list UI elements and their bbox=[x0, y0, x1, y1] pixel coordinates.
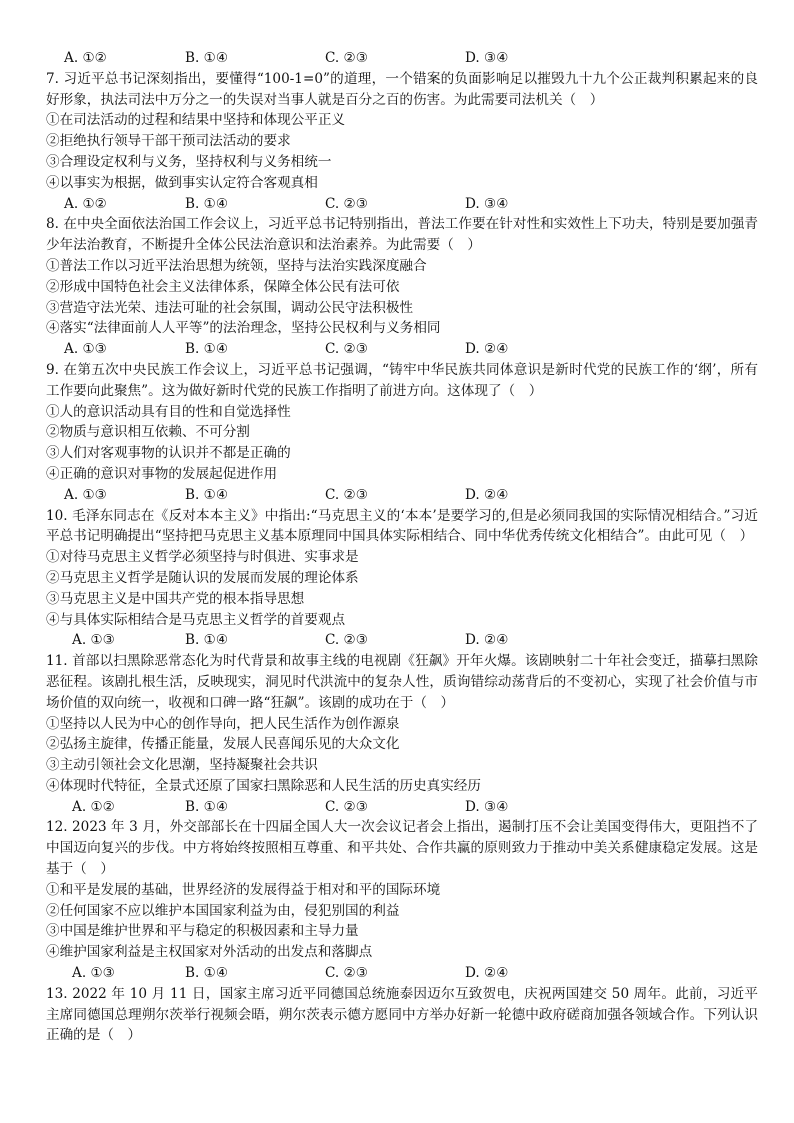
answer-options bbox=[46, 194, 758, 215]
option-c[interactable]: C. ②③ bbox=[325, 486, 368, 503]
option-c[interactable]: C. ②③ bbox=[325, 798, 368, 815]
option-a[interactable]: A. ①③ bbox=[64, 486, 107, 503]
question-stem: 12. 2023 年 3 月，外交部部长在十四届全国人大一次会议记者会上指出，遏制打压不会让美国变得伟大，更阻挡不了中国迈向复兴的步伐。中方将始终按照相互尊重、和平共处、合作共赢的原则致力于推动中美关系健康稳定发展。这是基于（ ） bbox=[46, 819, 758, 878]
statement-2: ②马克思主义哲学是随认识的发展而发展的理论体系 bbox=[46, 569, 359, 586]
question-11 bbox=[46, 651, 758, 817]
statement-3: ③合理设定权利与义务，坚持权利与义务相统一 bbox=[46, 153, 332, 170]
option-b[interactable]: B. ①④ bbox=[185, 965, 229, 982]
statement-1: ①坚持以人民为中心的创作导向，把人民生活作为创作源泉 bbox=[46, 715, 400, 732]
answer-options bbox=[46, 630, 758, 651]
option-d[interactable]: D. ②④ bbox=[465, 341, 509, 358]
statement-2: ②物质与意识相互依赖、不可分割 bbox=[46, 424, 250, 441]
option-b[interactable]: B. ①④ bbox=[185, 341, 229, 358]
question-8 bbox=[46, 214, 758, 360]
statement-4: ④以事实为根据，做到事实认定符合客观真相 bbox=[46, 174, 318, 191]
option-a[interactable]: A. ①② bbox=[72, 798, 115, 815]
statement-1: ①在司法活动的过程和结果中坚持和体现公平正义 bbox=[46, 112, 346, 129]
option-c[interactable]: C. ②③ bbox=[325, 965, 368, 982]
statement-2: ②拒绝执行领导干部干预司法活动的要求 bbox=[46, 133, 291, 150]
question-13 bbox=[46, 984, 758, 1046]
option-c[interactable]: C. ②③ bbox=[325, 50, 368, 66]
statement-1: ①和平是发展的基础，世界经济的发展得益于相对和平的国际环境 bbox=[46, 881, 441, 898]
option-b[interactable]: B. ①④ bbox=[185, 798, 229, 815]
statement-3: ③马克思主义是中国共产党的根本指导思想 bbox=[46, 590, 305, 607]
option-d[interactable]: D. ②④ bbox=[465, 632, 509, 649]
statement-4: ④落实“法律面前人人平等”的法治理念，坚持公民权利与义务相同 bbox=[46, 320, 441, 337]
statement-4: ④正确的意识对事物的发展起促进作用 bbox=[46, 465, 278, 482]
option-c[interactable]: C. ②③ bbox=[325, 195, 368, 212]
answer-options bbox=[46, 485, 758, 506]
question-stem: 10. 毛泽东同志在《反对本本主义》中指出:“马克思主义的‘本本’是要学习的,但是必须同我国的实际情况相结合。”习近平总书记明确提出“坚持把马克思主义基本原理同中国具体实际相结合、同中华优秀传统文化相结合”。由此可见（ ） bbox=[46, 507, 758, 545]
option-a[interactable]: A. ①② bbox=[64, 50, 107, 66]
question-stem: 11. 首部以扫黑除恶常态化为时代背景和故事主线的电视剧《狂飙》开年火爆。该剧映射二十年社会变迁，描摹扫黑除恶征程。该剧扎根生活，反映现实，洞见时代洪流中的复杂人性，质询错综动荡背后的不变初心，实现了社会价值与市场价值的双向统一，收视和口碑一路“狂飙”。该剧的成功在于（ ） bbox=[46, 653, 758, 711]
statement-3: ③人们对客观事物的认识并不都是正确的 bbox=[46, 445, 291, 462]
option-c[interactable]: C. ②③ bbox=[325, 341, 368, 358]
statement-3: ③营造守法光荣、违法可耻的社会氛围，调动公民守法积极性 bbox=[46, 299, 414, 316]
question-stem: 7. 习近平总书记深刻指出，要懂得“100-1=0”的道理，一个错案的负面影响足以摧毁九十九个公正裁判积累起来的良好形象，执法司法中万分之一的失误对当事人就是百分之百的伤害。为此需要司法机关（ ） bbox=[46, 70, 758, 108]
question-stem: 9. 在第五次中央民族工作会议上，习近平总书记强调，“铸牢中华民族共同体意识是新时代党的民族工作的‘纲’，所有工作要向此聚焦”。这为做好新时代党的民族工作指明了前进方向。这体现了（ ） bbox=[46, 361, 758, 399]
statement-3: ③主动引领社会文化思潮，坚持凝聚社会共识 bbox=[46, 757, 318, 774]
question-12 bbox=[46, 817, 758, 983]
option-b[interactable]: B. ①④ bbox=[185, 50, 229, 66]
option-b[interactable]: B. ①④ bbox=[185, 195, 229, 212]
question-6-options bbox=[46, 48, 758, 69]
option-a[interactable]: A. ①② bbox=[64, 195, 107, 212]
question-7 bbox=[46, 69, 758, 215]
question-10 bbox=[46, 506, 758, 652]
exam-page bbox=[46, 48, 758, 1046]
statement-4: ④体现时代特征，全景式还原了国家扫黑除恶和人民生活的历史真实经历 bbox=[46, 777, 481, 794]
option-a[interactable]: A. ①③ bbox=[64, 341, 107, 358]
question-9 bbox=[46, 360, 758, 506]
option-d[interactable]: D. ②④ bbox=[465, 486, 509, 503]
statement-2: ②任何国家不应以维护本国国家利益为由，侵犯别国的利益 bbox=[46, 902, 400, 919]
answer-options bbox=[46, 339, 758, 360]
statement-3: ③中国是维护世界和平与稳定的积极因素和主导力量 bbox=[46, 923, 359, 940]
option-d[interactable]: D. ③④ bbox=[465, 195, 509, 212]
answer-options bbox=[46, 963, 758, 984]
statement-4: ④与具体实际相结合是马克思主义哲学的首要观点 bbox=[46, 611, 346, 628]
statement-1: ①对待马克思主义哲学必须坚持与时俱进、实事求是 bbox=[46, 549, 359, 566]
statement-2: ②形成中国特色社会主义法律体系，保障全体公民有法可依 bbox=[46, 278, 400, 295]
statement-2: ②弘扬主旋律，传播正能量，发展人民喜闻乐见的大众文化 bbox=[46, 736, 400, 753]
question-stem: 8. 在中央全面依法治国工作会议上，习近平总书记特别指出，普法工作要在针对性和实效性上下功夫，特别是要加强青少年法治教育，不断提升全体公民法治意识和法治素养。为此需要（ ） bbox=[46, 216, 758, 254]
statement-1: ①人的意识活动具有目的性和自觉选择性 bbox=[46, 403, 291, 420]
question-stem: 13. 2022 年 10 月 11 日，国家主席习近平同德国总统施泰因迈尔互致贺电，庆祝两国建交 50 周年。此前，习近平主席同德国总理朔尔茨举行视频会晤，朔尔茨表示德方愿同中方举办好新一轮德中政府磋商加强各领域合作。下列认识正确的是（ ） bbox=[46, 985, 758, 1044]
statement-4: ④维护国家利益是主权国家对外活动的出发点和落脚点 bbox=[46, 944, 373, 961]
option-b[interactable]: B. ①④ bbox=[185, 632, 229, 649]
statement-1: ①普法工作以习近平法治思想为统领，坚持与法治实践深度融合 bbox=[46, 257, 427, 274]
option-d[interactable]: D. ③④ bbox=[465, 50, 509, 66]
option-d[interactable]: D. ③④ bbox=[465, 798, 509, 815]
option-d[interactable]: D. ②④ bbox=[465, 965, 509, 982]
option-a[interactable]: A. ①③ bbox=[72, 965, 115, 982]
option-c[interactable]: C. ②③ bbox=[325, 632, 368, 649]
answer-options bbox=[46, 797, 758, 818]
option-a[interactable]: A. ①③ bbox=[72, 632, 115, 649]
option-b[interactable]: B. ①④ bbox=[185, 486, 229, 503]
